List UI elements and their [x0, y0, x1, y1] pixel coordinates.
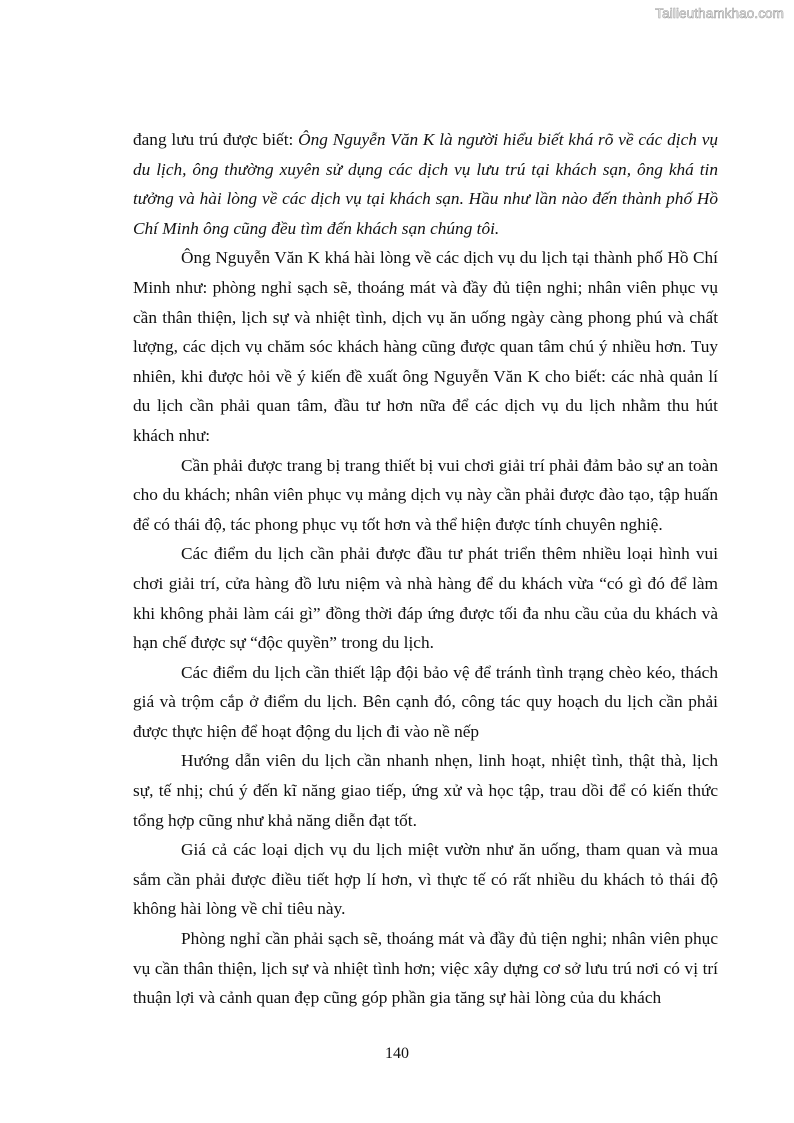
watermark: Tailieuthamkhao.com — [655, 6, 784, 21]
interview-quote: Ông Nguyễn Văn K là người hiểu biết khá rõ về các dịch vụ du lịch, ông thường xuyên sử dụng các dịch vụ lưu trú tại khách sạn, ông khá tin tưởng và hài lòng về các dịch vụ tại khách sạn. Hầu như lần nào đến thành phố Hồ Chí Minh ông cũng đều tìm đến khách sạn chúng tôi. — [133, 130, 719, 238]
paragraph: Các điểm du lịch cần thiết lập đội bảo vệ để tránh tình trạng chèo kéo, thách giá và trộm cắp ở điểm du lịch. Bên cạnh đó, công tác quy hoạch du lịch cần phải được thực hiện để hoạt động du lịch đi vào nề nếp — [133, 662, 718, 741]
intro-paragraph — [133, 125, 718, 243]
paragraph: Giá cả các loại dịch vụ du lịch miệt vườn như ăn uống, tham quan và mua sắm cần phải được điều tiết hợp lí hơn, vì thực tế có rất nhiều du khách tỏ thái độ không hài lòng về chỉ tiêu này. — [133, 840, 718, 919]
paragraph: Ông Nguyễn Văn K khá hài lòng về các dịch vụ du lịch tại thành phố Hồ Chí Minh như: phòng nghỉ sạch sẽ, thoáng mát và đầy đủ tiện nghi; nhân viên phục vụ cần thân thiện, lịch sự và nhiệt tình, dịch vụ ăn uống ngày càng phong phú và chất lượng, các dịch vụ chăm sóc khách hàng cũng được quan tâm chú ý nhiều hơn. Tuy nhiên, khi được hỏi về ý kiến đề xuất ông Nguyễn Văn K cho biết: các nhà quản lí du lịch cần phải quan tâm, đầu tư hơn nữa để các dịch vụ du lịch nhằm thu hút khách như: — [133, 248, 718, 445]
page-number: 140 — [385, 1045, 409, 1062]
paragraph: Cần phải được trang bị trang thiết bị vui chơi giải trí phải đảm bảo sự an toàn cho du khách; nhân viên phục vụ mảng dịch vụ này cần phải được đào tạo, tập huấn để có thái độ, tác phong phục vụ tốt hơn và thể hiện được tính chuyên nghiệ. — [133, 455, 718, 534]
paragraph: Các điểm du lịch cần phải được đầu tư phát triển thêm nhiều loại hình vui chơi giải trí, cửa hàng đồ lưu niệm và nhà hàng để du khách vừa “có gì đó để làm khi không phải làm cái gì” đồng thời đáp ứng được tối đa nhu cầu của du khách và hạn chế được sự “độc quyền” trong du lịch. — [133, 544, 718, 653]
document-body — [133, 125, 718, 1013]
intro-prefix: đang lưu trú được biết: — [133, 130, 299, 149]
paragraph: Hướng dẫn viên du lịch cần nhanh nhẹn, linh hoạt, nhiệt tình, thật thà, lịch sự, tế nhị; chú ý đến kĩ năng giao tiếp, ứng xử và học tập, trau dồi để có kiến thức tổng hợp cũng như khả năng diễn đạt tốt. — [133, 751, 718, 830]
paragraph: Phòng nghỉ cần phải sạch sẽ, thoáng mát và đầy đủ tiện nghi; nhân viên phục vụ cần thân thiện, lịch sự và nhiệt tình hơn; việc xây dựng cơ sở lưu trú nơi có vị trí thuận lợi và cảnh quan đẹp cũng góp phần gia tăng sự hài lòng của du khách — [133, 929, 718, 1008]
